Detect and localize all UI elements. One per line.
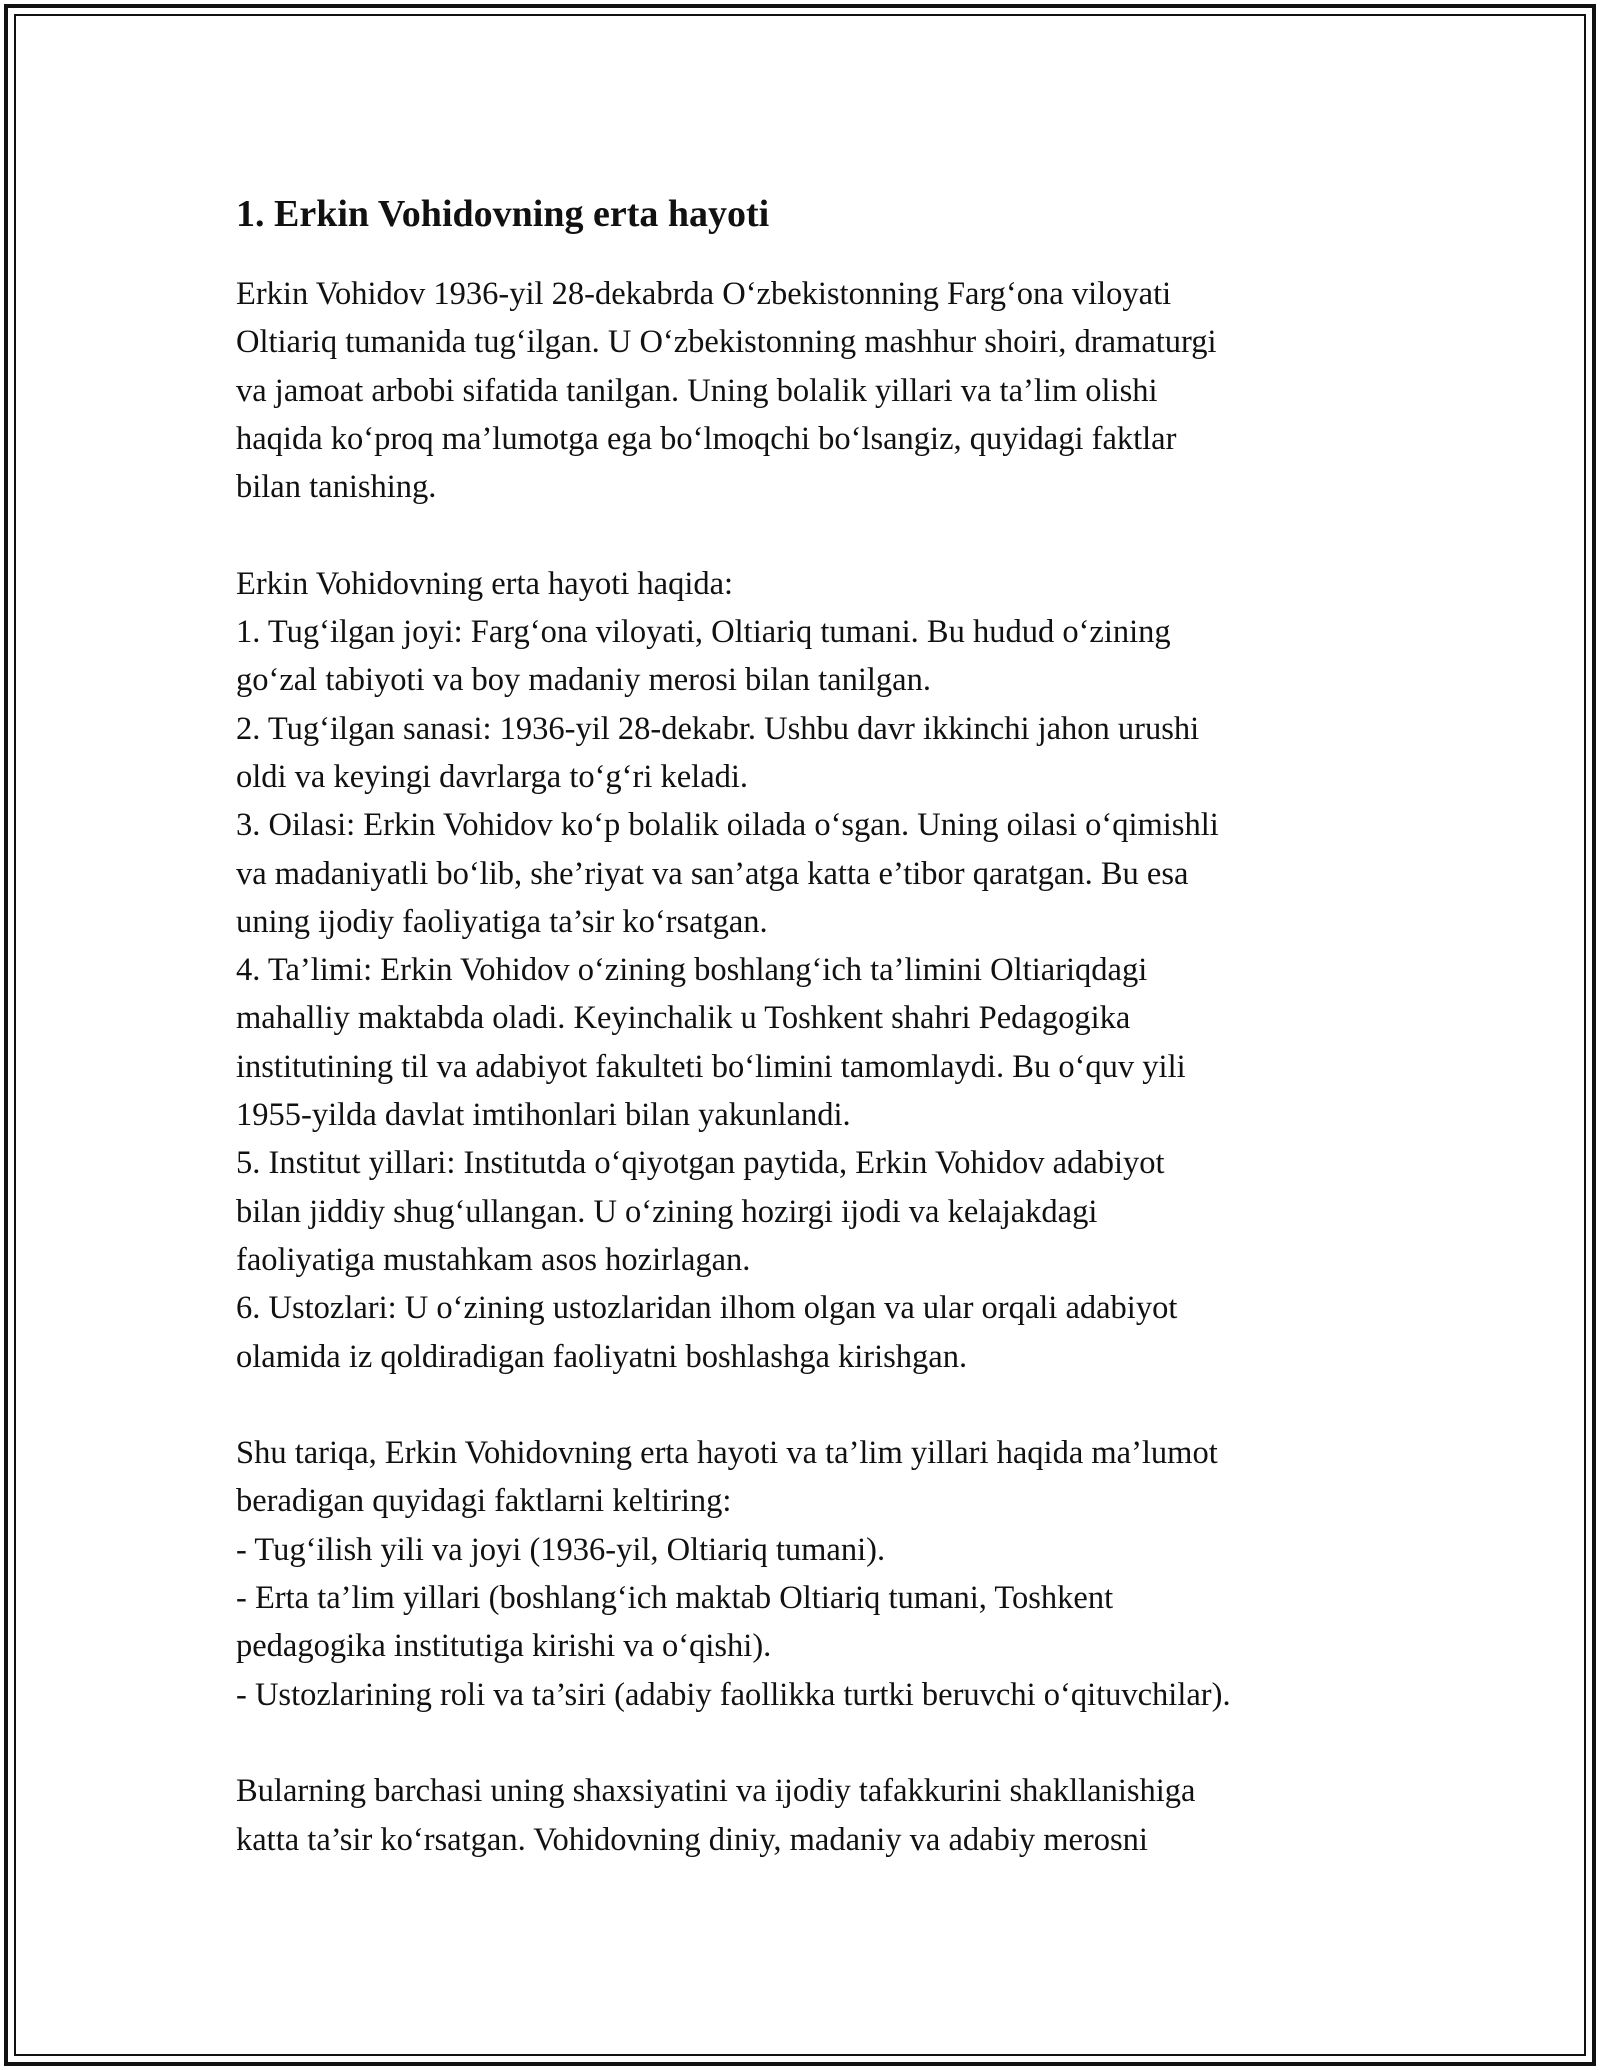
text-line: go‘zal tabiyoti va boy madaniy merosi bilan tanilgan. [236,662,931,699]
bullet-item [236,1526,1376,1574]
text-line: - Ustozlarining roli va ta’siri (adabiy faollikka turtki beruvchi o‘qituvchilar). [236,1676,1231,1713]
closing-paragraph [236,1767,1376,1864]
list-intro: Erkin Vohidovning erta hayoti haqida: [236,565,734,602]
text-line: Oltiariq tumanida tug‘ilgan. U O‘zbekistonning mashhur shoiri, dramaturgi [236,324,1217,361]
text-line: 1955-yilda davlat imtihonlari bilan yakunlandi. [236,1097,851,1134]
text-line: 3. Oilasi: Erkin Vohidov ko‘p bolalik oilada o‘sgan. Uning oilasi o‘qimishli [236,807,1219,844]
paragraph-gap [236,511,1376,559]
text-line: 5. Institut yillari: Institutda o‘qiyotgan paytida, Erkin Vohidov adabiyot [236,1145,1165,1182]
text-line: - Tug‘ilish yili va joyi (1936-yil, Oltiariq tumani). [236,1531,886,1568]
list-item [236,608,1376,705]
text-line: mahalliy maktabda oladi. Keyinchalik u Toshkent shahri Pedagogika [236,1000,1131,1037]
text-line: pedagogika institutiga kirishi va o‘qishi). [236,1628,772,1665]
text-line: 4. Ta’limi: Erkin Vohidov o‘zining boshlang‘ich ta’limini Oltiariqdagi [236,952,1148,989]
text-line: va madaniyatli bo‘lib, she’riyat va san’atga katta e’tibor qaratgan. Bu esa [236,855,1189,892]
document-body [236,184,1376,1864]
text-line: bilan tanishing. [236,469,437,506]
text-line: Shu tariqa, Erkin Vohidovning erta hayoti va ta’lim yillari haqida ma’lumot [236,1435,1218,1472]
text-line: Erkin Vohidov 1936-yil 28-dekabrda O‘zbekistonning Farg‘ona viloyati [236,276,1172,312]
text-line: 1. Tug‘ilgan joyi: Farg‘ona viloyati, Oltiariq tumani. Bu hudud o‘zining [236,614,1171,651]
list-item [236,705,1376,802]
section-heading: 1. Erkin Vohidovning erta hayoti [236,193,770,235]
list-item [236,801,1376,946]
text-line: olamida iz qoldiradigan faoliyatni boshlashga kirishgan. [236,1338,968,1375]
text-line: 2. Tug‘ilgan sanasi: 1936-yil 28-dekabr. Ushbu davr ikkinchi jahon urushi [236,710,1200,747]
text-line: va jamoat arbobi sifatida tanilgan. Uning bolalik yillari va ta’lim olishi [236,372,1158,409]
text-line: bilan jiddiy shug‘ullangan. U o‘zining hozirgi ijodi va kelajakdagi [236,1193,1098,1230]
text-line: haqida ko‘proq ma’lumotga ega bo‘lmoqchi bo‘lsangiz, quyidagi faktlar [236,420,1177,457]
text-line: oldi va keyingi davrlarga to‘g‘ri keladi. [236,758,749,795]
list-item [236,1284,1376,1381]
text-line: faoliyatiga mustahkam asos hozirlagan. [236,1241,751,1278]
text-line: institutining til va adabiyot fakulteti bo‘limini tamomlaydi. Bu o‘quv yili [236,1048,1186,1085]
text-line: - Erta ta’lim yillari (boshlang‘ich maktab Oltiariq tumani, Toshkent [236,1580,1114,1617]
summary-paragraph [236,1429,1376,1719]
text-line: 6. Ustozlari: U o‘zining ustozlaridan ilhom olgan va ular orqali adabiyot [236,1290,1178,1327]
text-line: Bularning barchasi uning shaxsiyatini va ijodiy tafakkurini shakllanishiga [236,1773,1196,1810]
paragraph-gap [236,1381,1376,1429]
paragraph-gap [236,1719,1376,1767]
list-item [236,1139,1376,1284]
bullet-item [236,1574,1376,1671]
facts-list [236,560,1376,1381]
text-line: uning ijodiy faoliyatiga ta’sir ko‘rsatgan. [236,903,768,940]
bullet-item [236,1671,1376,1719]
list-item [236,946,1376,1139]
intro-paragraph [236,270,1376,511]
text-line: beradigan quyidagi faktlarni keltiring: [236,1483,732,1520]
text-line: katta ta’sir ko‘rsatgan. Vohidovning diniy, madaniy va adabiy merosni [236,1821,1148,1858]
